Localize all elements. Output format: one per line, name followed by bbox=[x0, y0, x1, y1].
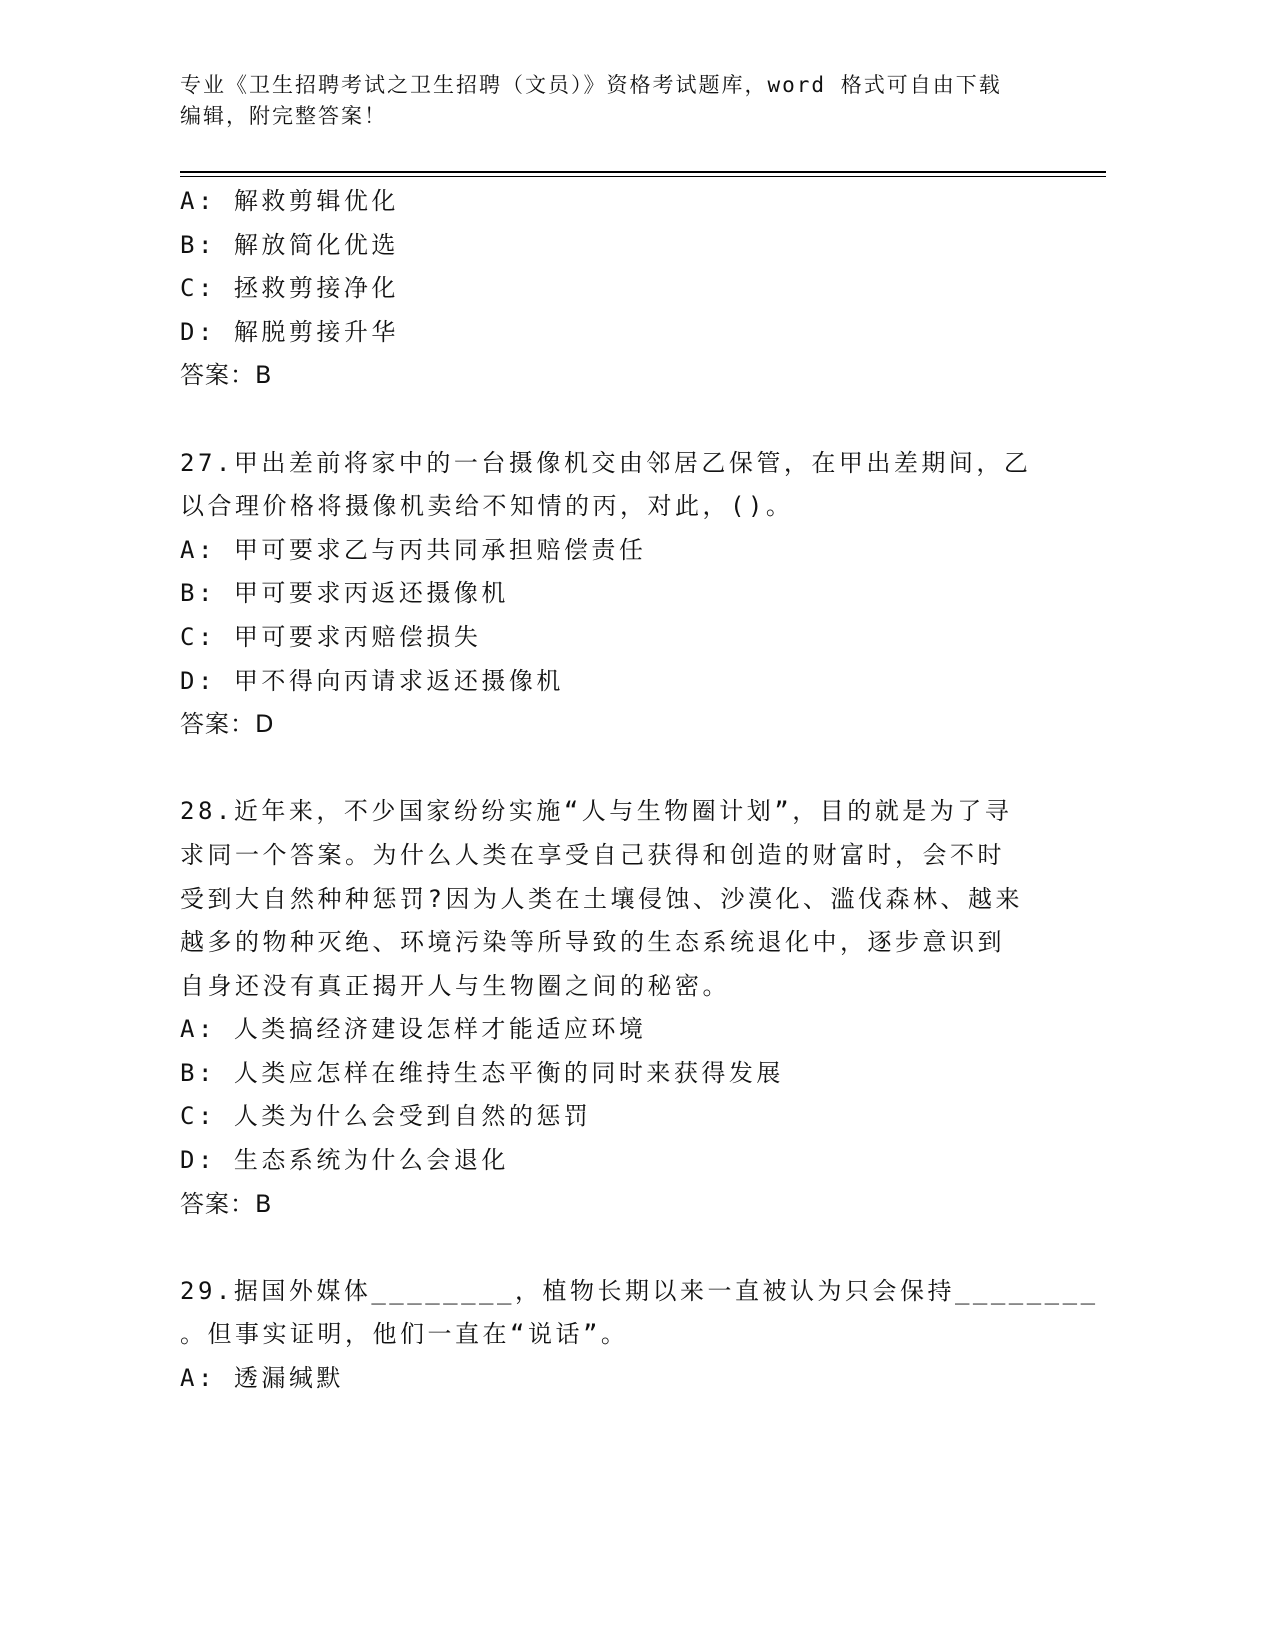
document-header bbox=[180, 70, 1002, 132]
answer-option: A: 解救剪辑优化 bbox=[180, 187, 399, 215]
answer-option: D: 生态系统为什么会退化 bbox=[180, 1146, 509, 1175]
question-block bbox=[180, 442, 1099, 747]
question-block bbox=[180, 790, 1099, 1226]
answer-option: C: 人类为什么会受到自然的惩罚 bbox=[180, 1102, 592, 1131]
question-stem-line: 29.据国外媒体________，植物长期以来一直被认为只会保持________ bbox=[180, 1276, 1099, 1305]
answer-option: A: 透漏缄默 bbox=[180, 1364, 344, 1393]
question-stem-line: 求同一个答案。为什么人类在享受自己获得和创造的财富时，会不时 bbox=[180, 840, 1005, 869]
correct-answer: 答案：B bbox=[180, 361, 273, 390]
answer-option: A: 人类搞经济建设怎样才能适应环境 bbox=[180, 1015, 647, 1044]
question-stem-line: 。但事实证明，他们一直在“说话”。 bbox=[180, 1320, 629, 1349]
answer-option: C: 甲可要求丙赔偿损失 bbox=[180, 622, 482, 651]
answer-option: A: 甲可要求乙与丙共同承担赔偿责任 bbox=[180, 535, 647, 564]
question-list bbox=[180, 180, 1099, 1444]
question-stem-line: 27.甲出差前将家中的一台摄像机交由邻居乙保管，在甲出差期间，乙 bbox=[180, 448, 1032, 477]
header-divider-thin bbox=[180, 176, 1106, 177]
question-block bbox=[180, 1270, 1099, 1401]
header-line: 编辑，附完整答案！ bbox=[180, 104, 387, 128]
correct-answer: 答案：D bbox=[180, 710, 275, 739]
correct-answer: 答案：B bbox=[180, 1189, 273, 1218]
header-divider-thick bbox=[180, 171, 1106, 173]
answer-option: D: 甲不得向丙请求返还摄像机 bbox=[180, 666, 564, 695]
header-line: 专业《卫生招聘考试之卫生招聘（文员）》资格考试题库，word 格式可自由下载 bbox=[180, 73, 1002, 97]
question-stem-line: 自身还没有真正揭开人与生物圈之间的秘密。 bbox=[180, 971, 730, 1000]
question-stem-line: 越多的物种灭绝、环境污染等所导致的生态系统退化中，逐步意识到 bbox=[180, 928, 1005, 957]
answer-option: B: 甲可要求丙返还摄像机 bbox=[180, 579, 509, 608]
answer-option: D: 解脱剪接升华 bbox=[180, 317, 399, 346]
question-stem-line: 28.近年来，不少国家纷纷实施“人与生物圈计划”，目的就是为了寻 bbox=[180, 797, 1013, 826]
answer-option: C: 拯救剪接净化 bbox=[180, 274, 399, 303]
question-stem-line: 以合理价格将摄像机卖给不知情的丙，对此，()。 bbox=[180, 492, 794, 521]
answer-option: B: 人类应怎样在维持生态平衡的同时来获得发展 bbox=[180, 1058, 784, 1087]
answer-option: B: 解放简化优选 bbox=[180, 230, 399, 259]
question-block bbox=[180, 180, 1099, 398]
question-stem-line: 受到大自然种种惩罚?因为人类在土壤侵蚀、沙漠化、滥伐森林、越来 bbox=[180, 884, 1023, 913]
